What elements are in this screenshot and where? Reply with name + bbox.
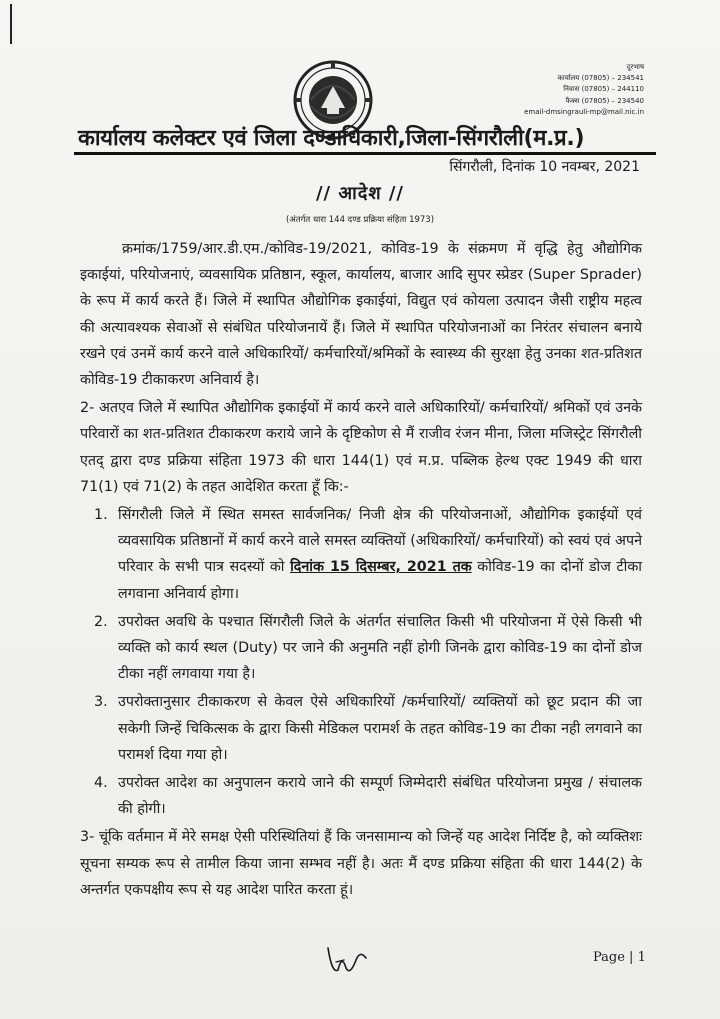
- list-item-text: उपरोक्त अवधि के पश्चात सिंगरौली जिले के अंतर्गत संचालित किसी भी परियोजना में ऐसे किसी भी व्यक्ति को कार्य स्थल (Duty) पर जाने की अनुमति नहीं होगी जिनके द्वारा कोविड-19 का दोनों डोज टीका नहीं लगवाया गया है।: [118, 613, 642, 683]
- contact-email: email-dmsingrauli-mp@mail.nic.in: [524, 107, 644, 116]
- list-item-text: उपरोक्तानुसार टीकाकरण से केवल ऐसे अधिकारियों /कर्मचारियों/ व्यक्तियों को छूट प्रदान की जा सकेगी जिन्हें चिकित्सक के द्वारा किसी मेडिकल परामर्श के तहत कोविड-19 का टीका नही लगवाने का परामर्श दिया गया हो।: [118, 694, 642, 763]
- signature-icon: [322, 940, 372, 980]
- directive-list: [80, 502, 642, 822]
- list-item-text: उपरोक्त आदेश का अनुपालन कराये जाने की सम्पूर्ण जिम्मेदारी संबंधित परियोजना प्रमुख / संचालक की होगी।: [118, 775, 642, 818]
- contact-office-phone: कार्यालय (07805) – 234541: [557, 74, 644, 83]
- paragraph-2: 2- अतएव जिले में स्थापित औद्योगिक इकाईयों में कार्य करने वाले अधिकारियों/ कर्मचारियों/ श्रमिकों एवं उनके परिवारों का शत-प्रतिशत टीकाकरण कराये जाने के दृष्टिकोण से मैं राजीव रंजन मीना, जिला मजिस्ट्रेट सिंगरौली एतद् द्वारा दण्ड प्रक्रिया संहिता 1973 की धारा 144(1) एवं म.प्र. पब्लिक हेल्थ एक्ट 1949 की धारा 71(1) एवं 71(2) के तहत आदेशित करता हूँ कि:-: [80, 400, 642, 495]
- contact-title: दूरभाष: [626, 63, 644, 71]
- order-heading: // आदेश //: [315, 183, 405, 204]
- deadline-text: दिनांक 15 दिसम्बर, 2021 तक: [290, 559, 472, 576]
- contact-fax: फैक्स (07805) – 234540: [565, 96, 644, 105]
- page-number: Page | 1: [593, 950, 646, 965]
- list-item-number: 1.: [94, 507, 108, 524]
- list-item: [94, 502, 642, 607]
- list-item-text-end: कोविड-19 का दोनों डोज टीका लगवाना अनिवार्य होगा।: [118, 559, 642, 602]
- contact-block: [464, 62, 644, 118]
- header-divider: [74, 152, 656, 155]
- date-line: सिंगरौली, दिनांक 10 नवम्बर, 2021: [449, 159, 640, 175]
- order-body: [80, 236, 642, 903]
- order-subheading: (अंतर्गत धारा 144 दण्ड प्रक्रिया संहिता 1973): [285, 215, 435, 225]
- list-item: [94, 609, 642, 688]
- paragraph-3: 3- चूंकि वर्तमान में मेरे समक्ष ऐसी परिस्थितियां हैं कि जनसामान्य को जिन्हें यह आदेश निर्दिष्ट है, को व्यक्तिशः सूचना सम्यक रूप से तामील किया जाना सम्भव नहीं है। अतः मैं दण्ड प्रक्रिया संहिता की धारा 144(2) के अन्तर्गत एकपक्षीय रूप से यह आदेश पारित करता हूं।: [80, 829, 642, 898]
- list-item: [94, 689, 642, 768]
- paragraph-1: क्रमांक/1759/आर.डी.एम./कोविड-19/2021, कोविड-19 के संक्रमण में वृद्धि हेतु औद्योगिक इकाईयां, परियोजनाएं, व्यवसायिक प्रतिष्ठान, स्कूल, कार्यालय, बाजार आदि सुपर स्प्रेडर (Super Sprader) के रूप में कार्य करते हैं। जिले में स्थापित औद्योगिक इकाईयां, विद्युत एवं कोयला उत्पादन जैसी राष्ट्रीय महत्व की अत्यावश्यक सेवाओं से संबंधित परियोजनायें हैं। जिले में स्थापित परियोजनाओं का निरंतर संचालन बनाये रखने एवं उनमें कार्य करने वाले अधिकारियों/ कर्मचारियों/श्रमिकों के स्वास्थ्य की सुरक्षा हेतु उनका शत-प्रतिशत कोविड-19 टीकाकरण अनिवार्य है।: [80, 241, 642, 389]
- list-item: [94, 770, 642, 822]
- list-item-number: 2.: [94, 613, 108, 630]
- list-item-text: सिंगरौली जिले में स्थित समस्त सार्वजनिक/ निजी क्षेत्र की परियोजनाओं, औद्योगिक इकाईयों एवं व्यवसायिक प्रतिष्ठानों में कार्य करने वाले समस्त व्यक्तियों (अधिकारियों/ कर्मचारियों) को स्वयं एवं अपने परिवार के सभी पात्र सदस्यों को: [118, 507, 642, 576]
- list-item-number: 3.: [94, 694, 108, 711]
- contact-residence-phone: निवास (07805) – 244110: [563, 85, 644, 94]
- scan-edge-mark: [10, 4, 12, 44]
- list-item-number: 4.: [94, 775, 108, 792]
- office-title: कार्यालय कलेक्टर एवं जिला दण्डाधिकारी,जिला-सिंगरौली(म.प्र.): [78, 126, 585, 151]
